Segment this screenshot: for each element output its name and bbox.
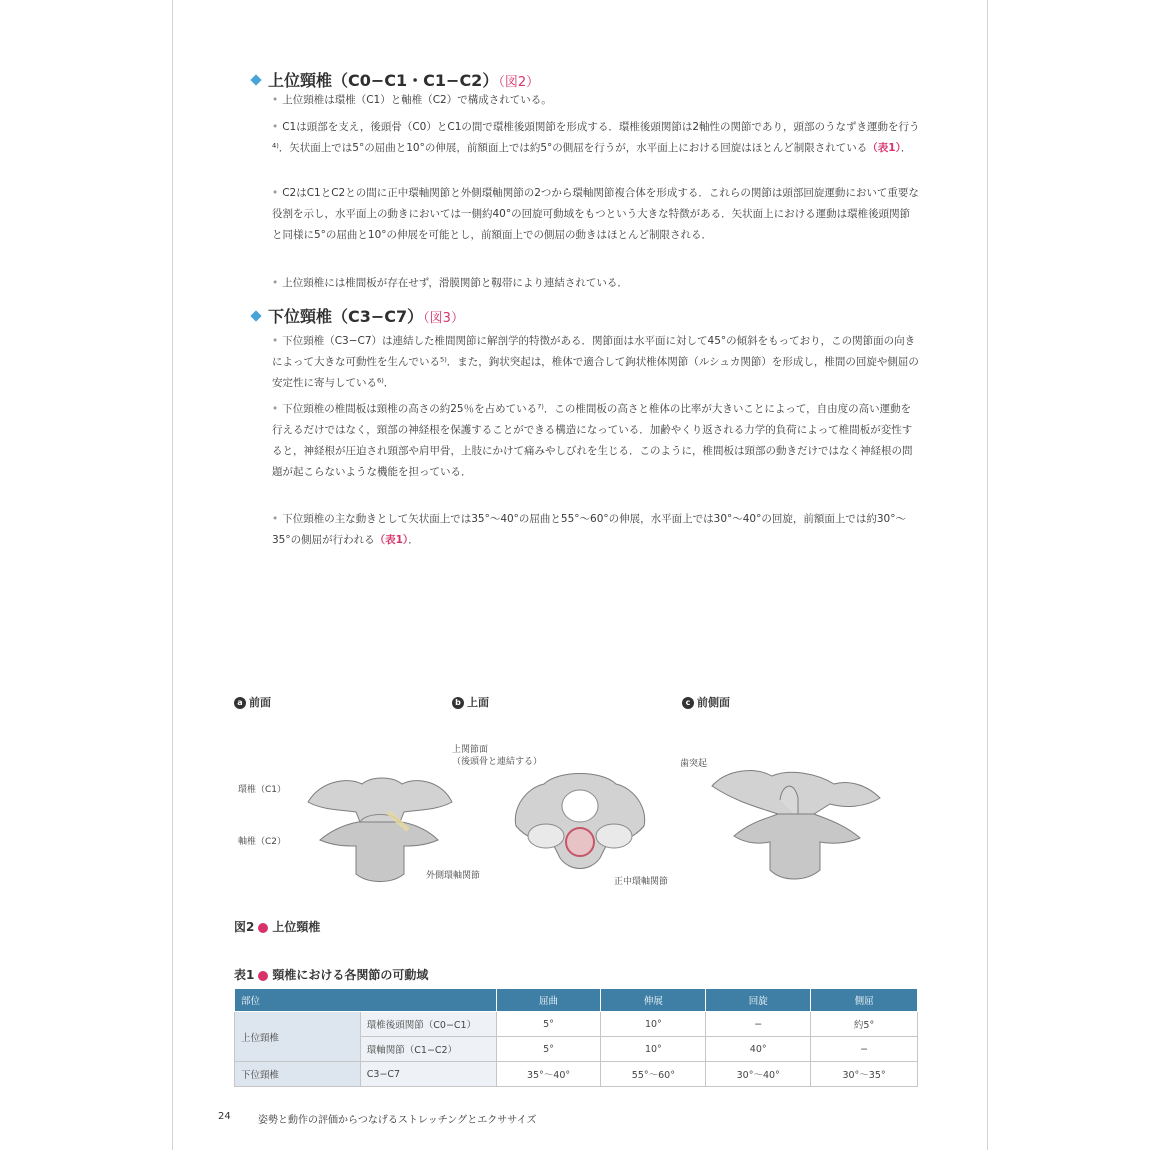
table-caption: 表1 頸椎における各関節の可動域 xyxy=(234,968,429,982)
diamond-bullet-icon xyxy=(250,74,261,85)
bullet-icon: • xyxy=(272,121,279,133)
header-region: 部位 xyxy=(235,989,497,1012)
joint-name: 環軸関節（C1−C2） xyxy=(360,1037,496,1062)
table-row: 下位頸椎 C3−C7 35°〜40° 55°〜60° 30°〜40° 30°〜35° xyxy=(235,1062,918,1087)
paragraph: • 上位頸椎には椎間板が存在せず，滑膜関節と靱帯により連結されている． xyxy=(272,277,628,289)
table-header-row xyxy=(235,989,918,1012)
bullet-icon: • xyxy=(272,335,279,347)
bullet-icon: • xyxy=(272,277,279,289)
panel-label-c: c 前側面 xyxy=(682,694,730,710)
label-dens: 歯突起 xyxy=(680,759,708,769)
joint-name: C3−C7 xyxy=(360,1062,496,1087)
label-axis: 軸椎（C2） xyxy=(238,837,287,847)
group-upper-cervical: 上位頸椎 xyxy=(235,1012,361,1062)
caption-dot-icon xyxy=(258,971,268,981)
group-lower-cervical: 下位頸椎 xyxy=(235,1062,361,1087)
vertebra-superior-illustration xyxy=(508,766,652,878)
paragraph: • C2はC1とC2との間に正中環軸関節と外側環軸関節の2つから環軸関節複合体を形成する．これらの関節は頭部回旋運動において重要な役割を示し，水平面上の動きにおいては一側約40°の回旋可動域をもつという大きな特徴がある．矢状面上における運動は環椎後頭関節と同様に5°の屈曲と10°の伸展を可能とし，前額面上での側屈の動きはほとんど制限される． xyxy=(272,187,919,241)
label-lateral-atlantoaxial-joint: 外側環軸関節 xyxy=(426,871,481,881)
vertebra-anterolateral-illustration xyxy=(706,758,886,888)
paragraph: • 下位頸椎の椎間板は頸椎の高さの約25％を占めている⁷⁾．この椎間板の高さと椎体の比率が大きいことによって，自由度の高い運動を行えるだけではなく，頸部の神経根を保護することができる構造になっている．加齢やくり返される力学的負荷によって椎間板が変性すると，神経根が圧迫され頸部や肩甲骨，上肢にかけて痛みやしびれを生じる．このように，椎間板は頸部の動きだけではなく神経根の問題が起こらないような機能を担っている． xyxy=(272,403,913,478)
panel-label-b: b 上面 xyxy=(452,694,489,710)
header-lateral-flexion: 側屈 xyxy=(811,989,918,1012)
joint-name: 環椎後頭関節（C0−C1） xyxy=(360,1012,496,1037)
table-ref[interactable]: （表1） xyxy=(374,534,409,546)
label-atlas: 環椎（C1） xyxy=(238,785,287,795)
page-number: 24 xyxy=(218,1111,231,1122)
range-of-motion-table xyxy=(234,988,918,1087)
paragraph: • 上位頸椎は環椎（C1）と軸椎（C2）で構成されている。 xyxy=(272,94,552,106)
table-row: 環軸関節（C1−C2） 5° 10° 40° − xyxy=(235,1037,918,1062)
bullet-icon: • xyxy=(272,94,279,106)
header-flexion: 屈曲 xyxy=(496,989,601,1012)
book-title: 姿勢と動作の評価からつなげるストレッチングとエクササイズ xyxy=(258,1115,537,1126)
table-row: 上位頸椎 環椎後頭関節（C0−C1） 5° 10° − 約5° xyxy=(235,1012,918,1037)
paragraph: • C1は頭部を支え，後頭骨（C0）とC1の間で環椎後頭関節を形成する．環椎後頭関節は2軸性の関節であり，頭部のうなずき運動を行う⁴⁾．矢状面上では5°の屈曲と10°の伸展，前額面上では約5°の側屈を行うが，水平面上における回旋はほとんど制限されている（表1）． xyxy=(272,121,920,154)
bullet-icon: • xyxy=(272,187,279,199)
header-extension: 伸展 xyxy=(601,989,706,1012)
panel-letter-icon: c xyxy=(682,697,694,709)
bullet-icon: • xyxy=(272,403,279,415)
paragraph: • 下位頸椎の主な動きとして矢状面上では35°〜40°の屈曲と55°〜60°の伸展，水平面上では30°〜40°の回旋，前額面上では約30°〜35°の側屈が行われる（表1）． xyxy=(272,513,906,546)
header-rotation: 回旋 xyxy=(706,989,811,1012)
panel-letter-icon: a xyxy=(234,697,246,709)
caption-dot-icon xyxy=(258,923,268,933)
paragraph: • 下位頸椎（C3−C7）は連結した椎間関節に解剖学的特徴がある．関節面は水平面に対して45°の傾斜をもっており，この関節面の向きによって大きな可動性を生んでいる⁵⁾．また，鉤状突起は，椎体で適合して鉤状椎体関節（ルシュカ関節）を形成し，椎間の回旋や側屈の安定性に寄与している⁶⁾． xyxy=(272,335,919,389)
figure-ref[interactable]: （図3） xyxy=(423,311,464,326)
diamond-bullet-icon xyxy=(250,310,261,321)
figure-caption: 図2 上位頸椎 xyxy=(234,920,321,934)
label-superior-facet: 上関節面 （後頭骨と連結する） xyxy=(452,745,543,767)
panel-letter-icon: b xyxy=(452,697,464,709)
table-ref[interactable]: （表1） xyxy=(867,142,901,154)
panel-label-a: a 前面 xyxy=(234,694,271,710)
figure-ref[interactable]: （図2） xyxy=(498,75,540,90)
section-heading-upper-cervical: 上位頸椎（C0−C1・C1−C2）（図2） xyxy=(252,68,539,91)
label-median-atlantoaxial-joint: 正中環軸関節 xyxy=(614,877,669,887)
section-heading-lower-cervical: 下位頸椎（C3−C7）（図3） xyxy=(252,304,464,327)
bullet-icon: • xyxy=(272,513,279,525)
